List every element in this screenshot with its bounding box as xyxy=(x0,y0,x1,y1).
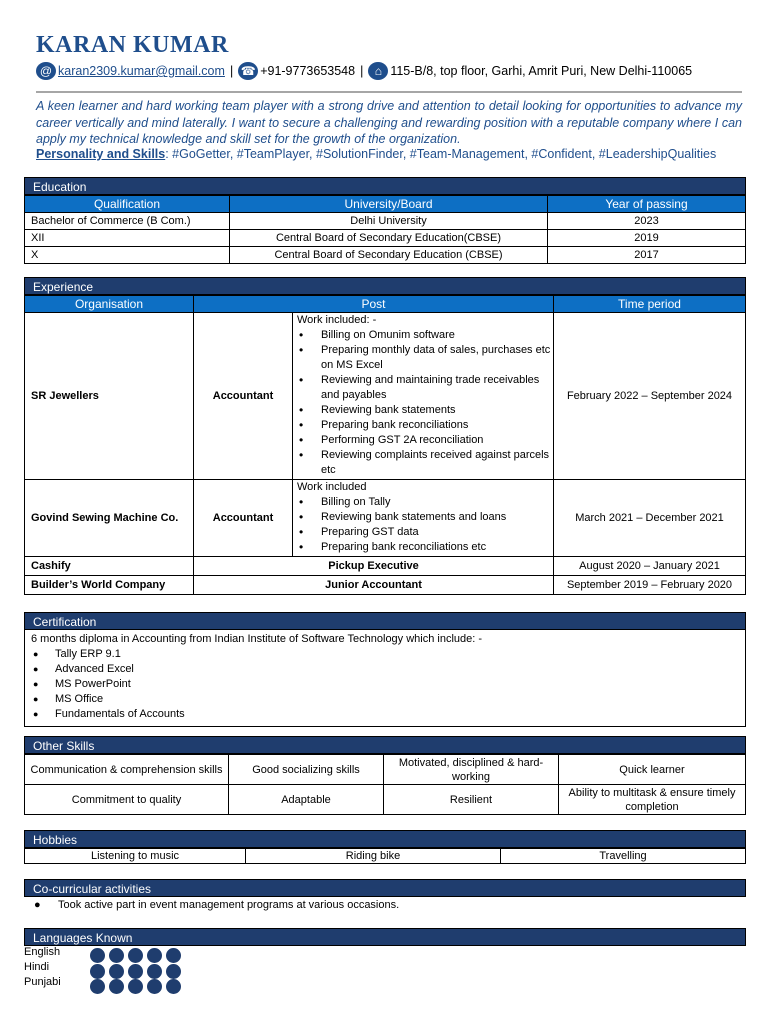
col-time-period: Time period xyxy=(554,296,746,313)
candidate-name: KARAN KUMAR xyxy=(36,32,229,58)
col-qualification: Qualification xyxy=(25,196,230,213)
list-item: • Reviewing and maintaining trade receivables and payables xyxy=(297,373,553,403)
phone-number: +91-9773653548 xyxy=(260,64,356,78)
career-summary: A keen learner and hard working team player with a strong drive and attention to detail looking for opportunities to advance my career vertically and mind laterally. I want to secure a challenging and rewarding position with a reputable company where I can apply my technical knowledge and skill set for the growth of the organization. xyxy=(36,99,742,146)
address: 115-B/8, top floor, Garhi, Amrit Puri, New Delhi-110065 xyxy=(390,64,693,78)
languages-heading: Languages Known xyxy=(24,928,746,946)
table-cell: 2019 xyxy=(548,230,746,247)
table-cell: Central Board of Secondary Education(CBSE) xyxy=(230,230,548,247)
skill-cell: Ability to multitask & ensure timely completion xyxy=(559,785,746,815)
languages-section xyxy=(24,928,746,946)
certification-box xyxy=(24,630,746,727)
job-post: Junior Accountant xyxy=(194,576,554,595)
list-item: ● Fundamentals of Accounts xyxy=(31,707,739,722)
job-post: Accountant xyxy=(194,313,293,480)
cocurricular-section xyxy=(24,879,746,913)
certification-heading: Certification xyxy=(24,612,746,630)
list-item: • Preparing bank reconciliations etc xyxy=(297,540,553,555)
language-level-english xyxy=(90,948,181,963)
job-post: Accountant xyxy=(194,480,293,557)
contact-line xyxy=(36,62,692,80)
experience-table xyxy=(24,295,746,595)
job-period: February 2022 – September 2024 xyxy=(554,313,746,480)
list-item: • Preparing bank reconciliations xyxy=(297,418,553,433)
language-name: Punjabi xyxy=(24,976,61,988)
proficiency-dot xyxy=(109,979,124,994)
cocurricular-heading: Co-curricular activities xyxy=(24,879,746,897)
skill-cell: Communication & comprehension skills xyxy=(25,755,229,785)
proficiency-dot xyxy=(147,964,162,979)
table-cell: Bachelor of Commerce (B Com.) xyxy=(25,213,230,230)
list-item: • Preparing GST data xyxy=(297,525,553,540)
proficiency-dot xyxy=(109,948,124,963)
col-board: University/Board xyxy=(230,196,548,213)
work-label: Work included xyxy=(297,481,367,493)
personality-label: Personality and Skills xyxy=(36,147,166,161)
list-item: • Billing on Omunim software xyxy=(297,328,553,343)
list-item: • Performing GST 2A reconciliation xyxy=(297,433,553,448)
work-cell xyxy=(293,480,554,557)
email-icon: @ xyxy=(36,62,56,80)
table-cell: 2017 xyxy=(548,247,746,264)
personality-line xyxy=(36,147,716,161)
list-item: • Reviewing bank statements and loans xyxy=(297,510,553,525)
language-row xyxy=(24,961,49,976)
proficiency-dot xyxy=(90,964,105,979)
header-divider xyxy=(36,91,742,93)
language-row xyxy=(24,946,60,961)
col-organisation: Organisation xyxy=(25,296,194,313)
table-cell: X xyxy=(25,247,230,264)
personality-value: : #GoGetter, #TeamPlayer, #SolutionFinder, #Team-Management, #Confident, #LeadershipQualities xyxy=(165,147,717,161)
skill-cell: Quick learner xyxy=(559,755,746,785)
proficiency-dot xyxy=(109,964,124,979)
language-name: English xyxy=(24,946,61,958)
table-cell: Delhi University xyxy=(230,213,548,230)
experience-section xyxy=(24,277,746,595)
job-period: September 2019 – February 2020 xyxy=(554,576,746,595)
work-cell xyxy=(293,313,554,480)
skills-table xyxy=(24,754,746,815)
language-level-hindi xyxy=(90,964,181,979)
table-cell: Central Board of Secondary Education (CBSE) xyxy=(230,247,548,264)
language-level-punjabi xyxy=(90,979,181,994)
job-post: Pickup Executive xyxy=(194,557,554,576)
separator: | xyxy=(360,64,364,78)
language-name: Hindi xyxy=(24,961,50,973)
skill-cell: Adaptable xyxy=(229,785,384,815)
phone-icon: ☎ xyxy=(238,62,258,80)
hobby-cell: Riding bike xyxy=(246,849,501,864)
org-name: Govind Sewing Machine Co. xyxy=(25,480,194,557)
skill-cell: Good socializing skills xyxy=(229,755,384,785)
org-name: Cashify xyxy=(25,557,194,576)
list-item: • Billing on Tally xyxy=(297,495,553,510)
work-label: Work included: - xyxy=(297,314,377,326)
education-table xyxy=(24,195,746,264)
bullet-icon: ● xyxy=(34,899,41,911)
skill-cell: Resilient xyxy=(384,785,559,815)
list-item: ● Tally ERP 9.1 xyxy=(31,647,739,662)
proficiency-dot xyxy=(128,964,143,979)
job-period: August 2020 – January 2021 xyxy=(554,557,746,576)
hobby-cell: Travelling xyxy=(501,849,746,864)
skill-cell: Motivated, disciplined & hard-working xyxy=(384,755,559,785)
education-heading: Education xyxy=(24,177,746,195)
work-list xyxy=(297,328,553,478)
experience-heading: Experience xyxy=(24,277,746,295)
work-list xyxy=(297,495,553,555)
home-icon: ⌂ xyxy=(368,62,388,80)
hobbies-table xyxy=(24,848,746,864)
list-item: Took active part in event management programs at various occasions. xyxy=(58,899,400,911)
list-item: ● Advanced Excel xyxy=(31,662,739,677)
hobbies-section xyxy=(24,830,746,864)
certification-list xyxy=(31,647,739,722)
certification-section xyxy=(24,612,746,727)
org-name: SR Jewellers xyxy=(25,313,194,480)
proficiency-dot xyxy=(90,948,105,963)
hobby-cell: Listening to music xyxy=(25,849,246,864)
list-item: • Reviewing bank statements xyxy=(297,403,553,418)
email-link[interactable]: karan2309.kumar@gmail.com xyxy=(58,64,225,78)
cocurricular-list xyxy=(24,897,746,913)
list-item: • Preparing monthly data of sales, purchases etc on MS Excel xyxy=(297,343,553,373)
certification-intro: 6 months diploma in Accounting from Indian Institute of Software Technology which include: - xyxy=(31,633,483,645)
language-row xyxy=(24,976,61,991)
proficiency-dot xyxy=(166,964,181,979)
proficiency-dot xyxy=(147,979,162,994)
col-post: Post xyxy=(194,296,554,313)
list-item: ● MS PowerPoint xyxy=(31,677,739,692)
proficiency-dot xyxy=(166,979,181,994)
hobbies-heading: Hobbies xyxy=(24,830,746,848)
skill-cell: Commitment to quality xyxy=(25,785,229,815)
separator: | xyxy=(229,64,234,78)
education-section xyxy=(24,177,746,264)
other-skills-heading: Other Skills xyxy=(24,736,746,754)
table-cell: XII xyxy=(25,230,230,247)
list-item: • Reviewing complaints received against parcels etc xyxy=(297,448,553,478)
org-name: Builder’s World Company xyxy=(25,576,194,595)
proficiency-dot xyxy=(128,979,143,994)
proficiency-dot xyxy=(128,948,143,963)
job-period: March 2021 – December 2021 xyxy=(554,480,746,557)
proficiency-dot xyxy=(90,979,105,994)
list-item: ● MS Office xyxy=(31,692,739,707)
table-cell: 2023 xyxy=(548,213,746,230)
proficiency-dot xyxy=(166,948,181,963)
proficiency-dot xyxy=(147,948,162,963)
col-year: Year of passing xyxy=(548,196,746,213)
other-skills-section xyxy=(24,736,746,815)
